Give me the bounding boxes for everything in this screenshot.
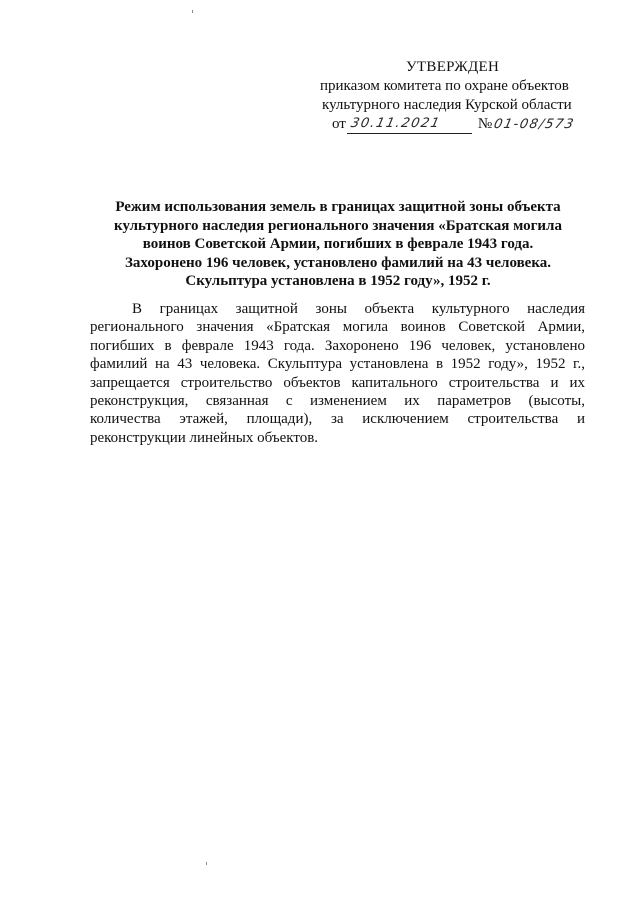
number-prefix: № xyxy=(477,116,493,132)
approval-line-1: приказом комитета по охране объектов xyxy=(320,78,569,94)
body-line: запрещается строительство объектов капитального строительства и их xyxy=(90,374,585,391)
order-date-handwritten: 30.11.2021 xyxy=(349,116,442,131)
body-line: регионального значения «Братская могила воинов Советской Армии, xyxy=(90,319,585,336)
scan-mark-bottom xyxy=(206,862,207,865)
date-prefix: от xyxy=(332,116,346,132)
approval-title: УТВЕРЖДЕН xyxy=(406,59,500,75)
body-line: реконструкция, связанная с изменением их параметров (высоты, xyxy=(90,392,585,409)
heading-line: Скульптура установлена в 1952 году», 1952 г. xyxy=(185,273,491,289)
document-body-paragraph xyxy=(90,300,585,447)
order-details-row xyxy=(318,115,588,135)
body-line: В границах защитной зоны объекта культурного наследия xyxy=(132,301,585,317)
body-line: реконструкции линейных объектов. xyxy=(90,429,319,446)
body-line: количества этажей, площади), за исключением строительства и xyxy=(90,411,585,428)
order-date-field xyxy=(347,115,472,134)
approval-stamp-block xyxy=(318,58,588,135)
heading-line: воинов Советской Армии, погибших в феврале 1943 года. xyxy=(142,236,534,252)
document-heading xyxy=(90,198,586,291)
heading-line: Режим использования земель в границах защитной зоны объекта xyxy=(115,199,561,215)
order-number-handwritten: 01-08/573 xyxy=(492,117,577,132)
body-line: погибших в феврале 1943 года. Захоронено 196 человек, установлено xyxy=(90,337,585,354)
heading-line: культурного наследия регионального значения «Братская могила xyxy=(114,217,562,234)
heading-line: Захоронено 196 человек, установлено фамилий на 43 человека. xyxy=(125,254,551,271)
body-line: фамилий на 43 человека. Скульптура установлена в 1952 году», 1952 г., xyxy=(90,356,585,373)
approval-line-2: культурного наследия Курской области xyxy=(322,97,572,113)
scan-mark-top xyxy=(192,10,193,13)
order-number-field xyxy=(492,116,577,134)
